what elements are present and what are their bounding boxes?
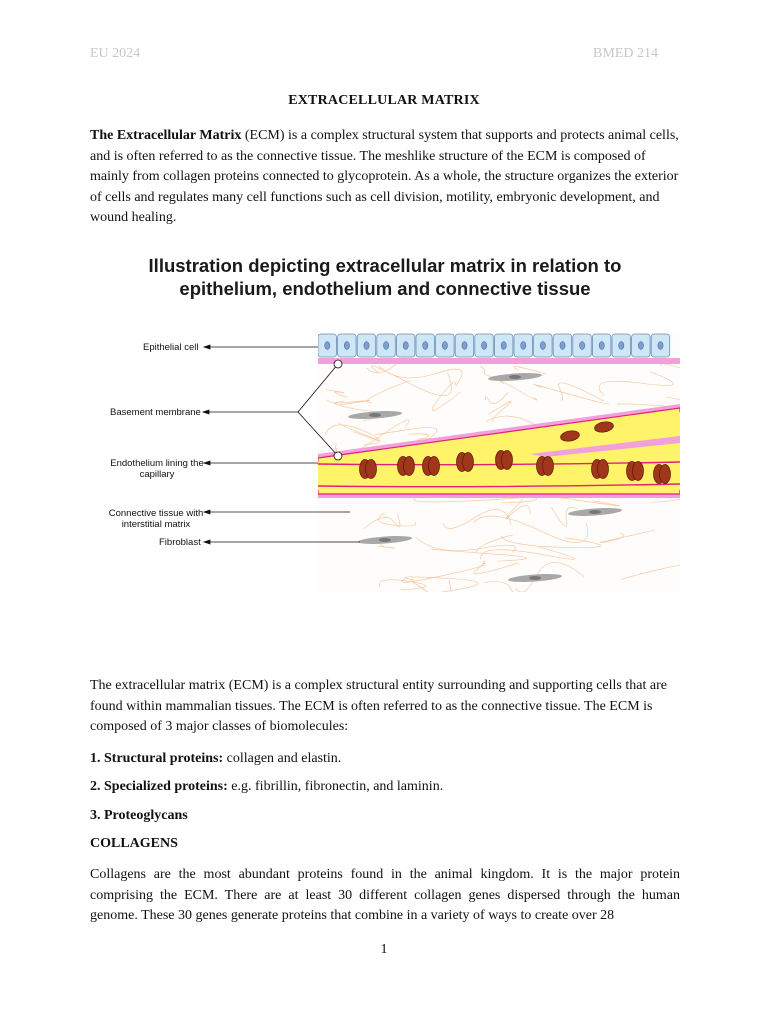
epithelial-nucleus (599, 342, 604, 350)
red-blood-cell (598, 460, 609, 479)
epithelial-nucleus (344, 342, 349, 350)
figure-title-line-1: Illustration depicting extracellular matrix in relation to (148, 255, 622, 276)
epithelial-nucleus (580, 342, 585, 350)
epithelial-nucleus (364, 342, 369, 350)
red-blood-cell (404, 457, 415, 476)
red-blood-cell (463, 453, 474, 472)
page-title: EXTRACELLULAR MATRIX (288, 93, 480, 108)
epithelial-nucleus (638, 342, 643, 350)
intro-bold: The Extracellular Matrix (90, 128, 242, 143)
fibroblast-nucleus (529, 576, 541, 580)
fibroblast-nucleus (379, 538, 391, 542)
label-fibroblast: Fibroblast (159, 537, 201, 548)
epithelial-nucleus (423, 342, 428, 350)
epithelial-nucleus (501, 342, 506, 350)
figure-title-line-2: epithelium, endothelium and connective tissue (179, 278, 591, 299)
ecm-description-paragraph: The extracellular matrix (ECM) is a complex structural entity surrounding and supporting cells that are found within mammalian tissues. The ECM is often referred to as the connective tissue. The ECM is composed of 3 major classes of biomolecules: (90, 678, 667, 734)
page-number: 1 (380, 942, 388, 957)
epithelial-nucleus (521, 342, 526, 350)
epithelial-nucleus (442, 342, 447, 350)
header-left: EU 2024 (90, 46, 141, 61)
red-blood-cell (429, 457, 440, 476)
epithelial-nucleus (482, 342, 487, 350)
red-blood-cell (502, 451, 513, 470)
epithelial-basement-membrane (318, 358, 680, 364)
list-item (90, 751, 341, 767)
fibroblast-nucleus (589, 510, 601, 514)
epithelial-nucleus (403, 342, 408, 350)
red-blood-cell (660, 465, 671, 484)
epithelial-nucleus (384, 342, 389, 350)
ecm-illustration (90, 240, 680, 660)
red-blood-cell (633, 462, 644, 481)
list-item-bold: 3. Proteoglycans (90, 808, 188, 823)
red-blood-cell (543, 457, 554, 476)
list-item-text: collagen and elastin. (223, 751, 342, 766)
section-heading-collagens: COLLAGENS (90, 836, 178, 851)
list-item-bold: 1. Structural proteins: (90, 751, 224, 766)
label-epithelial-cell: Epithelial cell (143, 342, 199, 353)
epithelial-nucleus (658, 342, 663, 350)
epithelial-nucleus (560, 342, 565, 350)
fibroblast-nucleus (509, 375, 521, 379)
fibroblast-nucleus (369, 413, 381, 417)
label-connective-tissue: Connective tissue with interstitial matrix (108, 508, 204, 530)
epithelial-nucleus (619, 342, 624, 350)
epithelial-nucleus (540, 342, 545, 350)
list-item (90, 779, 443, 795)
list-item-text: e.g. fibrillin, fibronectin, and laminin. (227, 779, 444, 794)
list-item (90, 808, 188, 824)
epithelial-nucleus (325, 342, 330, 350)
header-right: BMED 214 (593, 46, 658, 61)
label-basement-membrane: Basement membrane (110, 407, 201, 418)
list-item-bold: 2. Specialized proteins: (90, 779, 228, 794)
label-endothelium: Endothelium lining the capillary (110, 458, 204, 480)
intro-text: (ECM) is a complex structural system that supports and protects animal cells, and is often referred to as the connective tissue. The meshlike structure of the ECM is composed of mainly from collagen proteins connected to glycoprotein. As a whole, the structure organizes the exterior of cells and regulates many cell functions such as cell division, motility, embryonic development, and wound healing. (90, 128, 679, 225)
epithelial-nucleus (462, 342, 467, 350)
collagens-paragraph: Collagens are the most abundant proteins found in the animal kingdom. It is the major protein comprising the ECM. There are at least 30 different collagen genes dispersed through the human genome. These 30 genes generate proteins that combine in a variety of ways to create over 28 (90, 867, 680, 923)
intro-paragraph (90, 126, 680, 229)
red-blood-cell (366, 460, 377, 479)
ecm-illustration-drawing (90, 240, 680, 660)
